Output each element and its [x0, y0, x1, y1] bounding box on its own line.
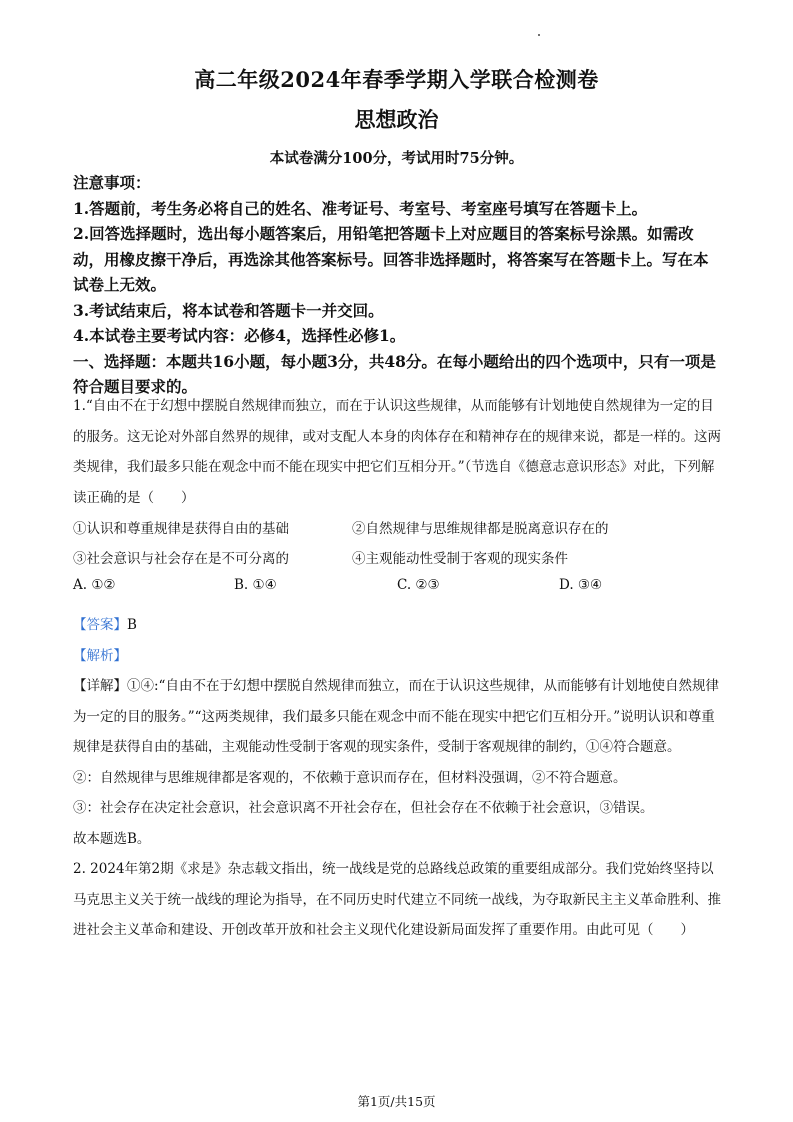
statement-1: ①认识和尊重规律是获得自由的基础 [73, 521, 289, 537]
analysis-tag: 【解析】 [73, 647, 127, 664]
notice-item: 3.考试结束后，将本试卷和答题卡一并交回。 [73, 300, 384, 320]
section-heading: 一、选择题：本题共16小题，每小题3分，共48分。在每小题给出的四个选项中，只有一项是符合题目要求的。 [73, 351, 716, 396]
notice-item: 1.答题前，考生务必将自己的姓名、准考证号、考室号、考室座号填写在答题卡上。 [73, 198, 648, 218]
statement-4: ④主观能动性受制于客观的现实条件 [352, 551, 568, 567]
statement-3: ③社会意识与社会存在是不可分离的 [73, 551, 289, 567]
statement-2: ②自然规律与思维规律都是脱离意识存在的 [352, 521, 609, 537]
subject-title: 思想政治 [354, 107, 439, 132]
detail-tag: 【详解】 [73, 678, 127, 694]
option-a: A. ①② [73, 577, 116, 593]
detail-paragraph [73, 671, 723, 763]
answer-tag: 【答案】 [73, 617, 127, 633]
question-2-stem: 2. 2024年第2期《求是》杂志载文指出，统一战线是党的总路线总政策的重要组成部分。我们党始终坚持以马克思主义关于统一战线的理论为指导，在不同历史时代建立不同统一战线，为夺取新民主主义革命胜利、推进社会主义革命和建设、开创改革开放和社会主义现代化建设新局面发挥了重要作用。由此可见（ ） [73, 861, 721, 938]
option-d: D. ③④ [559, 577, 603, 593]
scan-dot [538, 34, 540, 36]
option-c: C. ②③ [397, 577, 440, 593]
answer-value: B [127, 617, 137, 633]
page-number: 第1页/共15页 [357, 1094, 436, 1109]
notice-item: 2.回答选择题时，选出每小题答案后，用铅笔把答题卡上对应题目的答案标号涂黑。如需改动，用橡皮擦干净后，再选涂其他答案标号。回答非选择题时，将答案写在答题卡上。写在本试卷上无效。 [73, 224, 709, 294]
analysis-statement-3: ③：社会存在决定社会意识，社会意识离不开社会存在，但社会存在不依赖于社会意识，③错误。 [73, 800, 654, 816]
question-1-stem: 1.“自由不在于幻想中摆脱自然规律而独立，而在于认识这些规律，从而能够有计划地使自然规律为一定的目的服务。这无论对外部自然界的规律，或对支配人本身的肉体存在和精神存在的规律来说，都是一样的。这两类规律，我们最多只能在观念中而不能在现实中把它们互相分开。”（节选自《德意志意识形态》对此，下列解读正确的是（ ） [73, 398, 721, 506]
question-1-solution [73, 610, 723, 946]
exam-title: 高二年级2024年春季学期入学联合检测卷 [194, 67, 599, 92]
notice-item: 4.本试卷主要考试内容：必修4，选择性必修1。 [73, 326, 406, 345]
option-b: B. ①④ [234, 577, 277, 593]
notice-heading: 注意事项： [73, 173, 151, 192]
question-1-stem-block [73, 391, 723, 513]
conclusion: 故本题选B。 [73, 830, 151, 847]
detail-text: ①④:“自由不在于幻想中摆脱自然规律而独立，而在于认识这些规律，从而能够有计划地使自然规律为一定的目的服务。”“这两类规律，我们最多只能在观念中而不能在现实中把它们互相分开。”说明认识和尊重规律是获得自由的基础，主观能动性受制于客观的现实条件，受制于客观规律的制约，①④符合题意。 [73, 678, 719, 755]
answer-line [73, 610, 723, 641]
question-1-statements [73, 517, 723, 607]
analysis-statement-2: ②：自然规律与思维规律都是客观的，不依赖于意识而存在，但材料没强调，②不符合题意。 [73, 769, 627, 786]
notice-block [73, 170, 723, 400]
exam-meta: 本试卷满分100分，考试用时75分钟。 [269, 150, 524, 167]
analysis-line [73, 641, 723, 672]
